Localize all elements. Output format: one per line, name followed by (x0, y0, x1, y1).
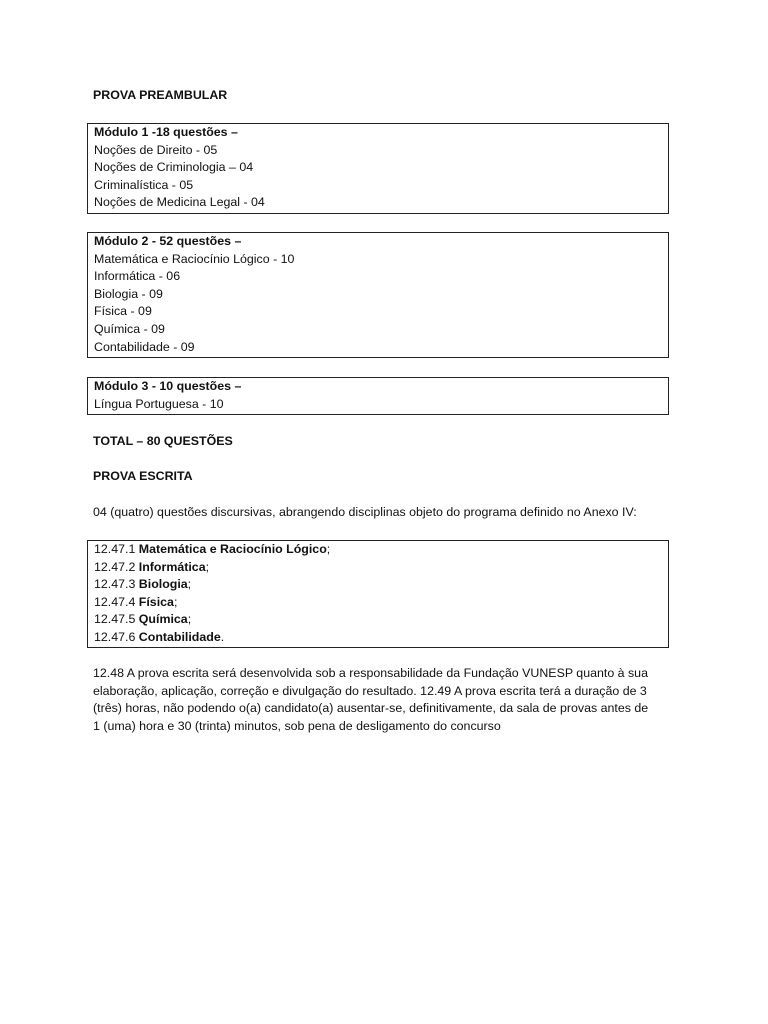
escrita-intro: 04 (quatro) questões discursivas, abrangendo disciplinas objeto do programa definido no Anexo IV: (93, 505, 637, 519)
subject-punct: ; (205, 559, 210, 574)
total-questions: TOTAL – 80 QUESTÕES (93, 434, 233, 448)
module-1-header: Módulo 1 -18 questões – (94, 125, 238, 139)
subject-name: Contabilidade (138, 629, 221, 644)
module-3-item: Língua Portuguesa - 10 (94, 396, 224, 411)
subject-name: Física (138, 594, 174, 609)
subject-number: 12.47.2 (94, 559, 139, 574)
subject-punct: . (220, 629, 225, 644)
paragraph-line: 12.48 A prova escrita será desenvolvida sob a responsabilidade da Fundação VUNESP quanto à sua (93, 666, 648, 680)
module-2-item: Química - 09 (94, 321, 165, 336)
subject-number: 12.47.1 (94, 542, 139, 556)
prova-preambular-title: PROVA PREAMBULAR (93, 88, 228, 102)
module-1-item: Noções de Direito - 05 (94, 142, 218, 157)
module-1-item: Noções de Criminologia – 04 (94, 160, 254, 175)
paragraph-line: (três) horas, não podendo o(a) candidato(a) ausentar-se, definitivamente, da sala de provas antes de (93, 701, 649, 716)
subject-line (94, 629, 668, 647)
module-1-item: Criminalística - 05 (94, 177, 194, 192)
escrita-paragraph (93, 665, 683, 735)
subject-punct: ; (173, 594, 178, 609)
module-2-box (87, 232, 669, 358)
module-1-item: Noções de Medicina Legal - 04 (94, 195, 265, 210)
subject-number: 12.47.5 (94, 612, 139, 627)
module-2-item: Física - 09 (94, 304, 152, 319)
module-2-item: Informática - 06 (94, 269, 181, 284)
subject-line (94, 594, 668, 612)
subject-line (94, 541, 668, 559)
module-3-box (87, 377, 669, 415)
subject-line (94, 611, 668, 629)
module-2-header: Módulo 2 - 52 questões – (94, 234, 242, 248)
module-1-box (87, 123, 669, 214)
subject-punct: ; (187, 612, 192, 627)
module-2-item: Contabilidade - 09 (94, 339, 195, 354)
subject-punct: ; (187, 577, 192, 592)
subject-name: Biologia (138, 577, 188, 592)
subject-number: 12.47.4 (94, 594, 139, 609)
module-2-item: Biologia - 09 (94, 286, 163, 301)
paragraph-line: 1 (uma) hora e 30 (trinta) minutos, sob pena de desligamento do concurso (93, 718, 501, 733)
paragraph-line: elaboração, aplicação, correção e divulgação do resultado. 12.49 A prova escrita terá a duração de 3 (93, 683, 647, 698)
subject-line (94, 576, 668, 594)
prova-escrita-title: PROVA ESCRITA (93, 469, 193, 483)
subjects-box (87, 540, 669, 648)
subject-name: Matemática e Raciocínio Lógico (138, 542, 327, 556)
subject-line (94, 559, 668, 577)
module-3-header: Módulo 3 - 10 questões – (94, 379, 242, 393)
subject-number: 12.47.3 (94, 577, 139, 592)
subject-name: Informática (138, 559, 206, 574)
subject-punct: ; (326, 542, 331, 556)
module-2-item: Matemática e Raciocínio Lógico - 10 (94, 251, 295, 266)
subject-number: 12.47.6 (94, 629, 139, 644)
subject-name: Química (138, 612, 188, 627)
